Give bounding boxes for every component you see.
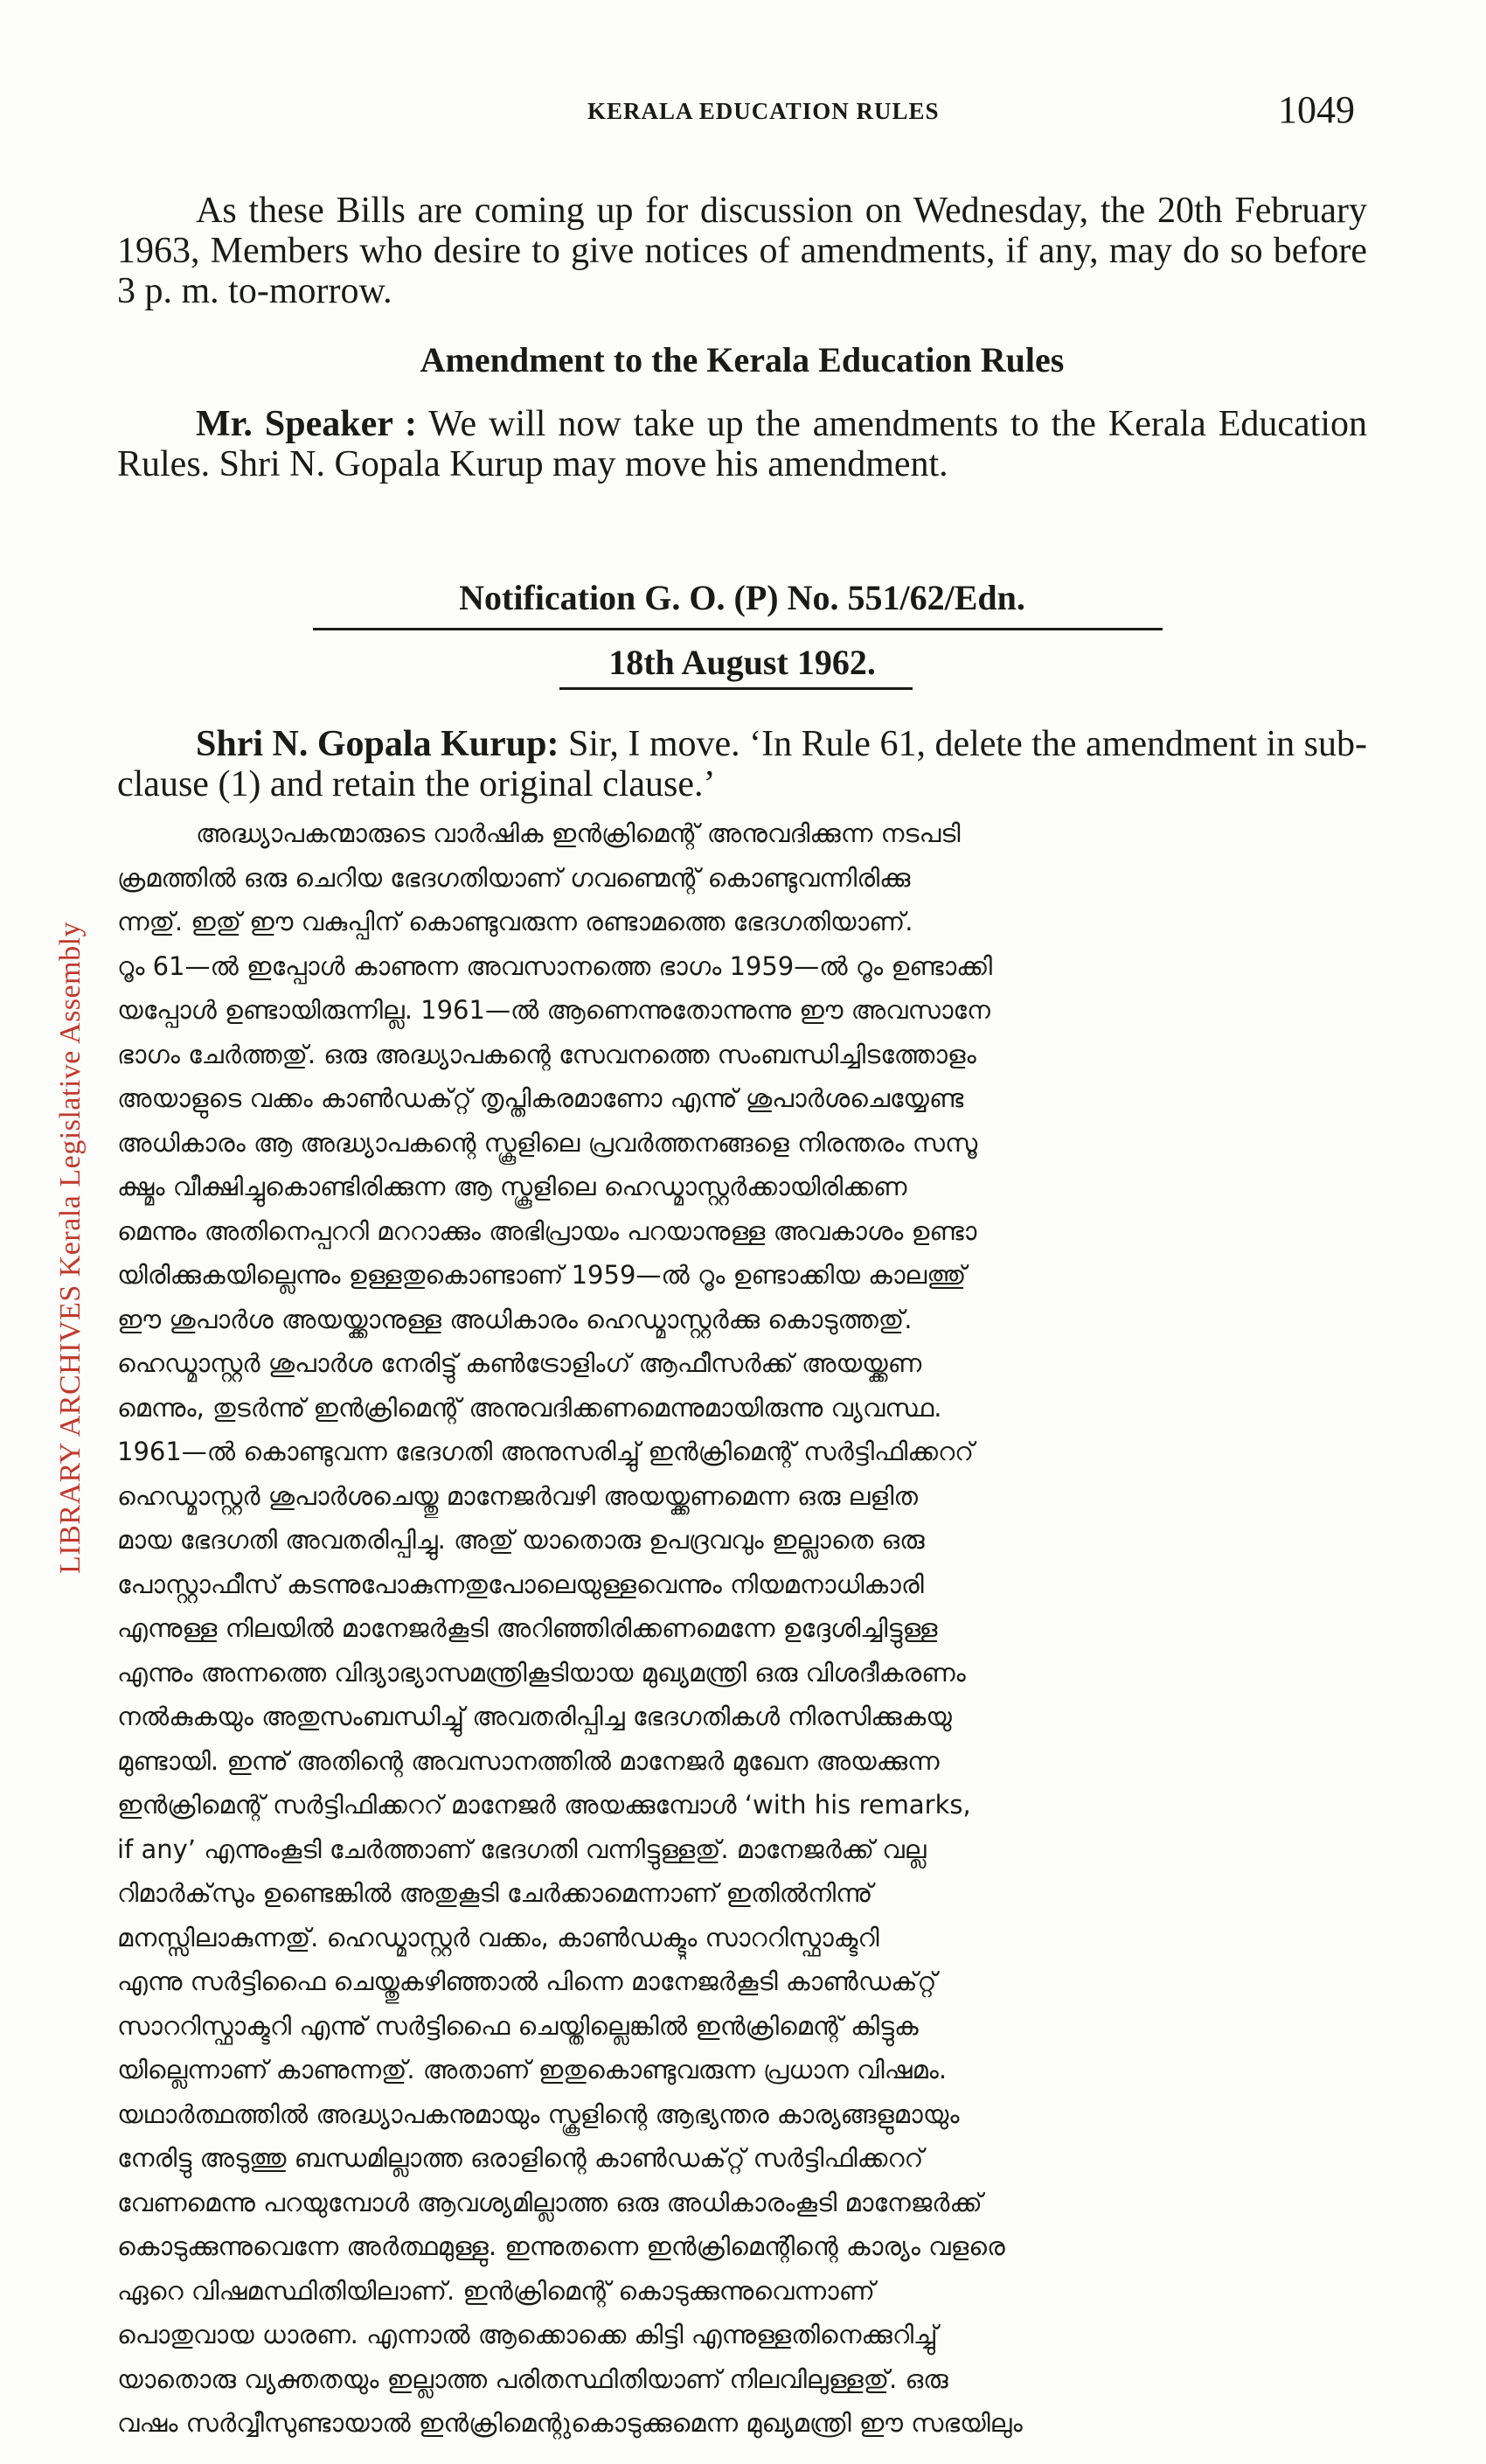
speech-line: ഹെഡ്മാസ്റ്റർ ശുപാർശചെയ്തു മാനേജർവഴി അയയ്ക്കണമെന്ന ഒരു ലളിത [117, 1480, 919, 1511]
speech-line: ക്രമത്തിൽ ഒരു ചെറിയ ഭേദഗതിയാണ് ഗവണ്മെന്റ് കൊണ്ടുവന്നിരിക്കു [117, 862, 911, 893]
kurup-name: Shri N. Gopala Kurup: [196, 724, 559, 764]
speech-line: ഭാഗം ചേർത്തതു്. ഒരു അദ്ധ്യാപകന്റെ സേവനത്തെ സംബന്ധിച്ചിടത്തോളം [117, 1039, 976, 1069]
speech-line: മായ ഭേദഗതി അവതരിപ്പിച്ചു. അതു് യാതൊരു ഉപദ്രവവും ഇല്ലാതെ ഒരു [117, 1525, 925, 1555]
kurup-text: Sir, I move. ‘In Rule 61, delete the amendment in sub-clause (1) and retain the original clause.’ [117, 724, 1368, 804]
speech-line: ന്നതു്. ഇതു് ഈ വകുപ്പിന് കൊണ്ടുവരുന്ന രണ്ടാമത്തെ ഭേദഗതിയാണ്. [117, 907, 913, 936]
speaker-paragraph [117, 404, 1367, 484]
speaker-name: Mr. Speaker : [196, 404, 418, 444]
speech-line: മെന്നും, തുടർന്നു് ഇൻക്രിമെന്റ് അനുവദിക്കണമെന്നുമായിരുന്നു വ്യവസ്ഥ. [117, 1392, 942, 1423]
notification-date: 18th August 1962. [608, 643, 876, 682]
page-number: 1049 [1278, 88, 1355, 131]
speech-line: നേരിട്ടു അടുത്തു ബന്ധമില്ലാത്ത ഒരാളിന്റെ കാൺഡക്‌റ്റ് സർട്ടിഫിക്കററ് [117, 2143, 924, 2173]
speech-line: യില്ലെന്നാണ് കാണുന്നതു്. അതാണ് ഇതുകൊണ്ടുവരുന്ന പ്രധാന വിഷമം. [117, 2055, 948, 2085]
speech-line: എന്നു സർട്ടിഫൈ ചെയ്തുകഴിഞ്ഞാൽ പിന്നെ മാനേജർകൂടി കാൺഡക്‌റ്റ് [117, 1966, 937, 1996]
speech-line: അധികാരം ആ അദ്ധ്യാപകന്റെ സ്കൂളിലെ പ്രവർത്തനങ്ങളെ നിരന്തരം സസൂ [117, 1127, 978, 1158]
speech-line: യപ്പോൾ ഉണ്ടായിരുന്നില്ല. 1961—ൽ ആണെന്നുതോന്നുന്നു ഈ അവസാനേ [117, 995, 990, 1025]
speech-line: യാതൊരു വ്യക്തതയും ഇല്ലാത്ത പരിതസ്ഥിതിയാണ് നിലവിലുള്ളതു്. ഒരു [117, 2363, 948, 2394]
speech-line: അദ്ധ്യാപകന്മാരുടെ വാർഷിക ഇൻക്രിമെന്റ് അനുവദിക്കുന്ന നടപടി [196, 818, 961, 848]
speech-line: യിരിക്കുകയില്ലെന്നും ഉള്ളതുകൊണ്ടാണ് 1959—ൽ റൂം ഉണ്ടാക്കിയ കാലത്തു് [117, 1260, 967, 1290]
speech-line: എന്നുള്ള നിലയിൽ മാനേജർകൂടി അറിഞ്ഞിരിക്കണമെന്നേ ഉദ്ദേശിച്ചിട്ടുള്ള [117, 1613, 938, 1643]
speech-line: ക്ഷ്മം വീക്ഷിച്ചുകൊണ്ടിരിക്കുന്ന ആ സ്കൂളിലെ ഹെഡ്മാസ്റ്റർക്കായിരിക്കണ [117, 1172, 907, 1201]
section-heading: Amendment to the Kerala Education Rules [420, 340, 1065, 379]
speech-line: പൊതുവായ ധാരണ. എന്നാൽ ആക്കൊക്കെ കിട്ടി എന്നുള്ളതിനെക്കുറിച്ചു് [117, 2320, 938, 2349]
announcement-paragraph [117, 191, 1367, 311]
speech-line: ഏറെ വിഷമസ്ഥിതിയിലാണ്. ഇൻക്രിമെന്റ് കൊടുക്കുന്നുവെന്നാണ് [117, 2275, 875, 2306]
announcement-text: As these Bills are coming up for discussion on Wednesday, the 20th February 1963, Members who desire to give notices of amendments, if any, may do so before 3 p. m. to-morrow. [117, 191, 1367, 311]
speech-line: മുണ്ടായി. ഇന്നു് അതിന്റെ അവസാനത്തിൽ മാനേജർ മുഖേന അയക്കുന്ന [117, 1745, 940, 1776]
speech-line: കൊടുക്കുന്നുവെന്നേ അർത്ഥമുള്ളു. ഇന്നുതന്നെ ഇൻക്രിമെന്റിന്റെ കാര്യം വളരെ [117, 2231, 1005, 2261]
speech-line: നൽകുകയും അതുസംബന്ധിച്ചു് അവതരിപ്പിച്ച ഭേദഗതികൾ നിരസിക്കുകയു [117, 1702, 952, 1731]
speech-line: എന്നും അന്നത്തെ വിദ്യാഭ്യാസമന്ത്രികൂടിയായ മുഖ്യമന്ത്രി ഒരു വിശദീകരണം [117, 1657, 966, 1688]
speech-line: വേണമെന്നു പറയുമ്പോൾ ആവശ്യമില്ലാത്ത ഒരു അധികാരംകൂടി മാനേജർക്ക് [117, 2187, 983, 2217]
speech-line: ഹെഡ്മാസ്റ്റർ ശുപാർശ നേരിട്ടു് കൺട്രോളിംഗ് ആഫീസർക്ക് അയയ്ക്കണ [117, 1348, 922, 1378]
speech-line: മെന്നും അതിനെപ്പററി മററാക്കും അഭിപ്രായം പറയാനുള്ള അവകാശം ഉണ്ടാ [117, 1215, 977, 1246]
notification-title: Notification G. O. (P) No. 551/62/Edn. [459, 578, 1025, 617]
notification-underline [313, 628, 1163, 630]
speech-line: വഷം സർവ്വീസുണ്ടായാൽ ഇൻക്രിമെന്റുകൊടുക്കുമെന്ന മുഖ്യമന്ത്രി ഈ സഭയിലും [117, 2408, 1023, 2438]
speech-line: പോസ്റ്റാഫീസ് കടന്നുപോകുന്നതുപോലെയുള്ളവെന്നും നിയമനാധികാരി [117, 1569, 924, 1599]
speech-line: സാററിസ്ഫാക്ടറി എന്നു് സർട്ടിഫൈ ചെയ്തില്ലെങ്കിൽ ഇൻക്രിമെന്റ് കിട്ടുക [117, 2010, 919, 2041]
date-underline [559, 687, 913, 690]
speech-line: ഈ ശുപാർശ അയയ്ക്കാനുള്ള അധികാരം ഹെഡ്മാസ്റ്റർക്കു കൊടുത്തതു്. [117, 1304, 913, 1334]
speech-line: 1961—ൽ കൊണ്ടുവന്ന ഭേദഗതി അനുസരിച്ചു് ഇൻക്രിമെന്റ് സർട്ടിഫിക്കററ് [117, 1437, 974, 1466]
speech-line: മനസ്സിലാകുന്നതു്. ഹെഡ്മാസ്റ്റർ വക്കം, കാൺഡക്ടും സാററിസ്ഫാക്ടറി [117, 1922, 879, 1952]
speech-line: യഥാർത്ഥത്തിൽ അദ്ധ്യാപകനുമായും സ്കൂളിന്റെ ആഭ്യന്തര കാര്യങ്ങളുമായും [117, 2099, 960, 2129]
speech-line: റൂം 61—ൽ ഇപ്പോൾ കാണുന്ന അവസാനത്തെ ഭാഗം 1959—ൽ റൂം ഉണ്ടാക്കി [117, 950, 993, 981]
speech-line: അയാളുടെ വക്കം കാൺഡക്‌റ്റ് തൃപ്തികരമാണോ എന്നു് ശുപാർശചെയ്യേണ്ട [117, 1083, 964, 1113]
archive-watermark: LIBRARY ARCHIVES Kerala Legislative Assembly [54, 921, 87, 1574]
malayalam-speech-body [117, 811, 1367, 2446]
running-head: KERALA EDUCATION RULES [587, 98, 940, 124]
speech-line: if any’ എന്നുംകൂടി ചേർത്താണ് ഭേദഗതി വന്നിട്ടുള്ളതു്. മാനേജർക്ക് വല്ല [117, 1834, 927, 1864]
speech-line: റിമാർക്‌സും ഉണ്ടെങ്കിൽ അതുകൂടി ചേർക്കാമെന്നാണ് ഇതിൽനിന്നു് [117, 1878, 873, 1908]
speech-line: ഇൻക്രിമെന്റ് സർട്ടിഫിക്കററ് മാനേജർ അയക്കുമ്പോൾ ‘with his remarks, [117, 1790, 971, 1820]
speaker-text: We will now take up the amendments to the Kerala Education Rules. Shri N. Gopala Kurup may move his amendment. [117, 404, 1368, 484]
kurup-paragraph [117, 724, 1367, 804]
